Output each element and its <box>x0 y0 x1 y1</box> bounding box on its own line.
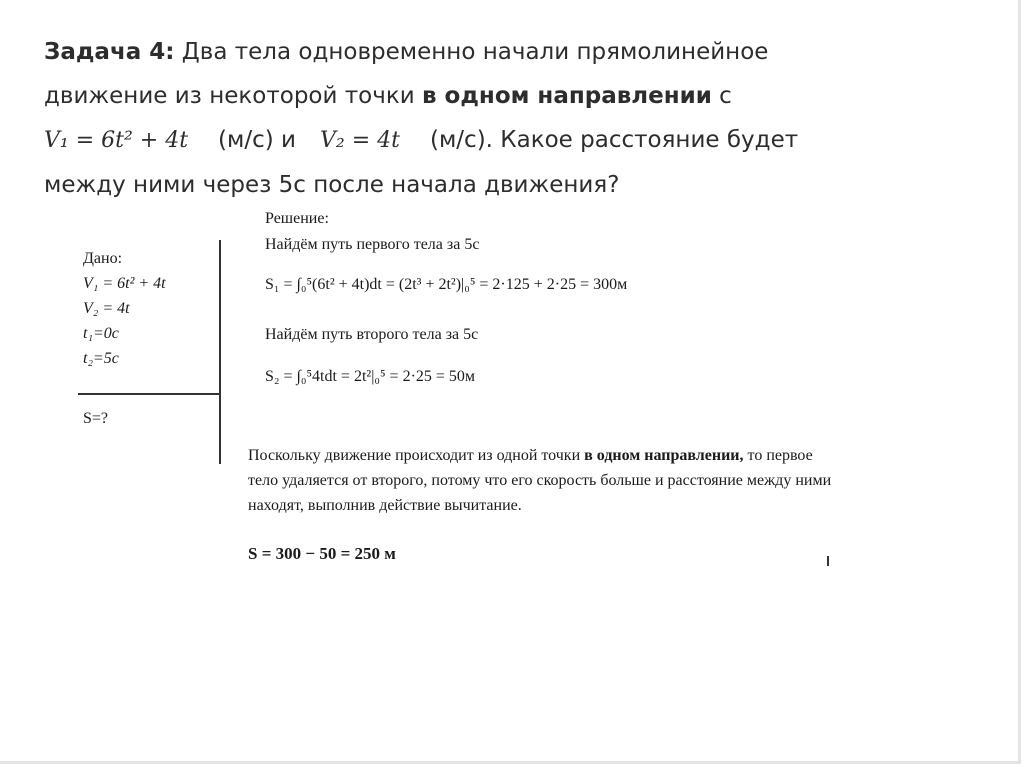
units-2: (м/с). Какое расстояние будет <box>429 127 799 153</box>
problem-text-2b: с <box>711 83 732 109</box>
given-t1: t₁=0с <box>83 325 119 342</box>
problem-text-1: Два тела одновременно начали прямолинейное <box>174 39 769 65</box>
problem-line-2 <box>44 74 944 118</box>
equation-s1: S₁ = ∫₀⁵(6t² + 4t)dt = (2t³ + 2t²)|₀⁵ = 2·125 + 2·25 = 300м <box>265 276 628 293</box>
explanation-paragraph <box>248 443 833 518</box>
equation-s2: S₂ = ∫₀⁵4tdt = 2t²|₀⁵ = 2·25 = 50м <box>265 368 476 385</box>
problem-line-1 <box>44 30 944 74</box>
given-title: Дано: <box>83 250 123 267</box>
final-answer: S = 300 − 50 = 250 м <box>248 544 396 563</box>
para-text-1: Поскольку движение происходит из одной точки <box>248 447 585 464</box>
given-v2: V₂ = 4t <box>83 300 130 317</box>
problem-line-4: между ними через 5с после начала движения? <box>44 172 620 198</box>
v1-formula: V₁ = 6t² + 4t <box>44 128 189 153</box>
given-divider-vertical <box>219 240 221 464</box>
solution-heading: Решение: <box>265 210 329 227</box>
problem-line-3 <box>44 118 944 163</box>
step2-title: Найдём путь второго тела за 5с <box>265 326 479 343</box>
v2-formula: V₂ = 4t <box>320 128 400 153</box>
stray-mark <box>827 556 829 566</box>
problem-statement <box>44 30 944 207</box>
para-emphasis-2: направлении, <box>644 447 744 464</box>
problem-text-2: движение из некоторой точки <box>44 83 422 109</box>
step1-title: Найдём путь первого тела за 5с <box>265 236 480 253</box>
given-divider-horizontal <box>78 393 220 395</box>
para-text-2: то первое тело удаляется от второго, потому что его скорость больше и расстояние между ними находят, выполнив действие вычитание. <box>248 447 832 514</box>
problem-label: Задача 4: <box>44 39 175 65</box>
given-unknown: S=? <box>83 410 109 427</box>
given-t2: t₂=5с <box>83 350 119 367</box>
given-block <box>83 246 166 371</box>
problem-emphasis: в одном направлении <box>421 83 712 109</box>
units-1: (м/с) и <box>218 127 296 153</box>
given-v1: V₁ = 6t² + 4t <box>83 275 166 292</box>
para-emphasis-1: в одном <box>584 447 641 464</box>
